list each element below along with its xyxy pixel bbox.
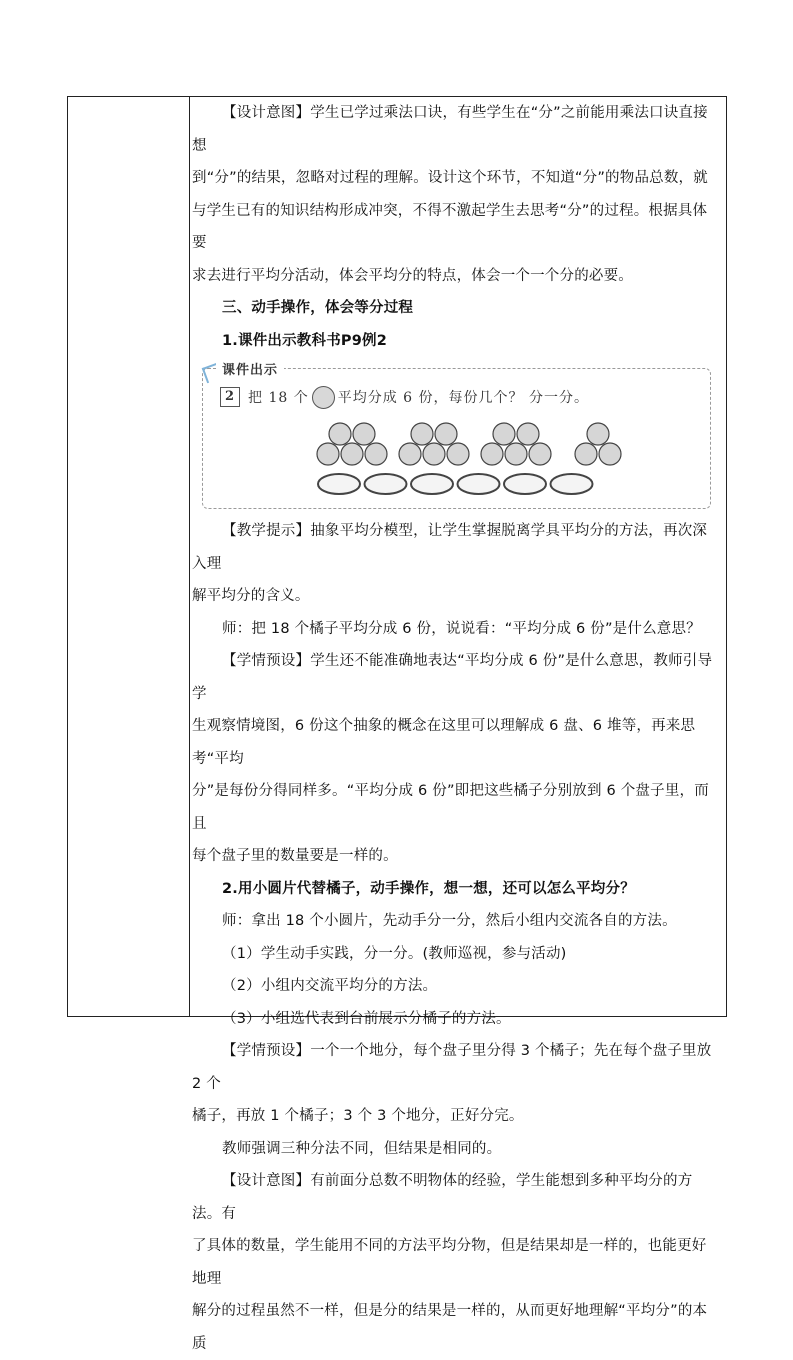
design-intent-para-line-3: 与学生已有的知识结构形成冲突，不得不激起学生去思考“分”的过程。根据具体要 bbox=[192, 202, 708, 251]
activity-item-2: （2）小组内交流平均分的方法。 bbox=[222, 978, 438, 994]
orange-3-3 bbox=[481, 443, 503, 465]
orange-3-5 bbox=[529, 443, 551, 465]
orange-2-3 bbox=[399, 443, 421, 465]
orange-2-1 bbox=[411, 423, 433, 445]
plate-5 bbox=[504, 474, 546, 494]
plate-2 bbox=[365, 474, 407, 494]
step1-heading: 1.课件出示教科书P9例2 bbox=[222, 332, 388, 349]
learning-preview-2-line-1: 【学情预设】一个一个地分，每个盘子里分得 3 个橘子；先在每个盘子里放 2 个 bbox=[192, 1043, 712, 1092]
design-intent-para-line-4: 求去进行平均分活动，体会平均分的特点，体会一个一个分的必要。 bbox=[192, 267, 633, 284]
orange-icon bbox=[312, 386, 335, 409]
learning-preview-line-1: 【学情预设】学生还不能准确地表达“平均分成 6 份”是什么意思，教师引导学 bbox=[192, 653, 713, 702]
teaching-tip-line-2: 解平均分的含义。 bbox=[192, 588, 310, 604]
learning-preview-line-4: 每个盘子里的数量要是一样的。 bbox=[192, 848, 398, 864]
orange-2-2 bbox=[435, 423, 457, 445]
orange-2-5 bbox=[447, 443, 469, 465]
step2-heading: 2.用小圆片代替橘子，动手操作，想一想，还可以怎么平均分？ bbox=[222, 880, 635, 897]
orange-4-2 bbox=[575, 443, 597, 465]
orange-1-1 bbox=[329, 423, 351, 445]
design-intent-2-line-1: 【设计意图】有前面分总数不明物体的经验，学生能想到多种平均分的方法。有 bbox=[192, 1173, 693, 1222]
question-text-after: 平均分成 6 份，每份几个？ 分一分。 bbox=[337, 390, 589, 406]
plates bbox=[316, 471, 666, 497]
orange-2-4 bbox=[423, 443, 445, 465]
teacher-instruction: 师：拿出 18 个小圆片，先动手分一分，然后小组内交流各自的方法。 bbox=[222, 913, 677, 929]
teacher-question: 师：把 18 个橘子平均分成 6 份，说说看：“平均分成 6 份”是什么意思？ bbox=[222, 620, 701, 637]
plate-1 bbox=[318, 474, 360, 494]
orange-1-2 bbox=[353, 423, 375, 445]
orange-1-3 bbox=[317, 443, 339, 465]
learning-preview-2-line-2: 橘子，再放 1 个橘子；3 个 3 个地分，正好分完。 bbox=[192, 1108, 524, 1124]
plate-4 bbox=[458, 474, 500, 494]
orange-1-5 bbox=[365, 443, 387, 465]
lesson-table bbox=[67, 96, 727, 1352]
orange-4-3 bbox=[599, 443, 621, 465]
activity-item-3: （3）小组选代表到台前展示分橘子的方法。 bbox=[222, 1010, 511, 1027]
orange-3-4 bbox=[505, 443, 527, 465]
section-heading: 三、动手操作，体会等分过程 bbox=[222, 300, 414, 316]
plate-3 bbox=[411, 474, 453, 494]
learning-preview-line-2: 生观察情境图，6 份这个抽象的概念在这里可以理解成 6 盘、6 堆等，再来思考“平均 bbox=[192, 718, 696, 767]
textbook-example-figure bbox=[202, 361, 711, 509]
orange-3-2 bbox=[517, 423, 539, 445]
example-number: 2 bbox=[220, 387, 240, 407]
question-text-before: 把 18 个 bbox=[248, 390, 309, 406]
lesson-content bbox=[192, 97, 718, 1352]
teacher-emphasis: 教师强调三种分法不同，但结果是相同的。 bbox=[222, 1140, 502, 1157]
design-intent-para-line-2: 到“分”的结果，忽略对过程的理解。设计这个环节，不知道“分”的物品总数，就 bbox=[192, 170, 708, 186]
design-intent-2-line-2: 了具体的数量，学生能用不同的方法平均分物，但是结果却是一样的，也能更好地理 bbox=[192, 1238, 707, 1287]
plate-6 bbox=[551, 474, 593, 494]
learning-preview-line-3: 分”是每份分得同样多。“平均分成 6 份”即把这些橘子分别放到 6 个盘子里，而且 bbox=[192, 783, 709, 832]
orange-groups bbox=[312, 419, 632, 467]
activity-item-1: （1）学生动手实践，分一分。(教师巡视，参与活动) bbox=[222, 945, 567, 962]
orange-1-4 bbox=[341, 443, 363, 465]
design-intent-para-line-1: 【设计意图】学生已学过乘法口诀，有些学生在“分”之前能用乘法口诀直接想 bbox=[192, 105, 708, 154]
column-divider bbox=[189, 97, 190, 1016]
figure-tag: 课件出示 bbox=[216, 359, 284, 378]
orange-4-1 bbox=[587, 423, 609, 445]
design-intent-2-line-3: 解分的过程虽然不一样，但是分的结果是一样的，从而更好地理解“平均分”的本质 bbox=[192, 1303, 708, 1352]
orange-3-1 bbox=[493, 423, 515, 445]
example-question bbox=[220, 385, 589, 409]
teaching-tip-line-1: 【教学提示】抽象平均分模型，让学生掌握脱离学具平均分的方法，再次深入理 bbox=[192, 523, 708, 572]
